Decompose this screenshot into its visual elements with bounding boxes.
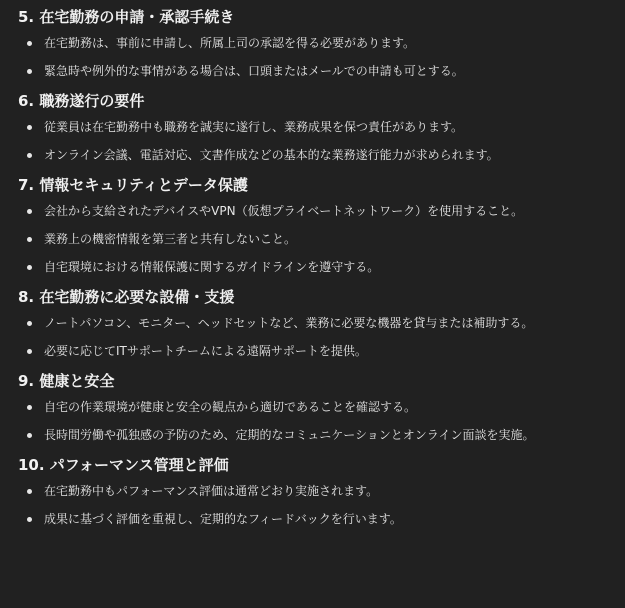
section-heading: 5. 在宅勤務の申請・承認手続き xyxy=(18,8,235,26)
bullet-icon xyxy=(27,265,32,270)
bullet-icon xyxy=(27,209,32,214)
bullet-list xyxy=(18,118,618,164)
list-item xyxy=(18,230,618,248)
list-item-text: 長時間労働や孤独感の予防のため、定期的なコミュニケーションとオンライン面談を実施。 xyxy=(44,428,535,442)
bullet-list xyxy=(18,482,618,528)
section-heading: 8. 在宅勤務に必要な設備・支援 xyxy=(18,288,235,306)
list-item-text: 在宅勤務は、事前に申請し、所属上司の承認を得る必要があります。 xyxy=(44,36,416,50)
bullet-icon xyxy=(27,41,32,46)
list-item xyxy=(18,510,618,528)
section-heading: 7. 情報セキュリティとデータ保護 xyxy=(18,176,248,194)
list-item xyxy=(18,118,618,136)
list-item-text: 業務上の機密情報を第三者と共有しないこと。 xyxy=(44,232,297,246)
section-6 xyxy=(18,90,618,164)
bullet-icon xyxy=(27,433,32,438)
list-item xyxy=(18,202,618,220)
bullet-icon xyxy=(27,517,32,522)
section-9 xyxy=(18,370,618,444)
bullet-icon xyxy=(27,237,32,242)
bullet-icon xyxy=(27,405,32,410)
list-item xyxy=(18,258,618,276)
bullet-list xyxy=(18,398,618,444)
section-7 xyxy=(18,174,618,276)
section-10 xyxy=(18,454,618,528)
bullet-list xyxy=(18,202,618,276)
bullet-icon xyxy=(27,349,32,354)
list-item xyxy=(18,482,618,500)
bullet-list xyxy=(18,314,618,360)
section-8 xyxy=(18,286,618,360)
list-item xyxy=(18,398,618,416)
list-item-text: 自宅環境における情報保護に関するガイドラインを遵守する。 xyxy=(44,260,380,274)
list-item-text: 自宅の作業環境が健康と安全の観点から適切であることを確認する。 xyxy=(44,400,417,414)
list-item-text: 在宅勤務中もパフォーマンス評価は通常どおり実施されます。 xyxy=(44,484,379,498)
list-item xyxy=(18,146,618,164)
bullet-icon xyxy=(27,125,32,130)
list-item xyxy=(18,314,618,332)
list-item-text: 成果に基づく評価を重視し、定期的なフィードバックを行います。 xyxy=(44,512,402,526)
list-item-text: 従業員は在宅勤務中も職務を誠実に遂行し、業務成果を保つ責任があります。 xyxy=(44,120,464,134)
list-item-text: 会社から支給されたデバイスやVPN（仮想プライベートネットワーク）を使用すること。 xyxy=(44,204,524,218)
list-item xyxy=(18,426,618,444)
bullet-icon xyxy=(27,69,32,74)
section-heading: 9. 健康と安全 xyxy=(18,372,115,390)
bullet-icon xyxy=(27,153,32,158)
bullet-icon xyxy=(27,489,32,494)
list-item-text: 緊急時や例外的な事情がある場合は、口頭またはメールでの申請も可とする。 xyxy=(44,64,464,78)
list-item-text: オンライン会議、電話対応、文書作成などの基本的な業務遂行能力が求められます。 xyxy=(44,148,499,162)
list-item xyxy=(18,342,618,360)
section-heading: 10. パフォーマンス管理と評価 xyxy=(18,456,229,474)
section-heading: 6. 職務遂行の要件 xyxy=(18,92,145,110)
list-item-text: ノートパソコン、モニター、ヘッドセットなど、業務に必要な機器を貸与または補助する。 xyxy=(44,316,534,330)
section-5 xyxy=(18,6,618,80)
list-item xyxy=(18,34,618,52)
bullet-icon xyxy=(27,321,32,326)
bullet-list xyxy=(18,34,618,80)
list-item-text: 必要に応じてITサポートチームによる遠隔サポートを提供。 xyxy=(44,344,367,358)
list-item xyxy=(18,62,618,80)
